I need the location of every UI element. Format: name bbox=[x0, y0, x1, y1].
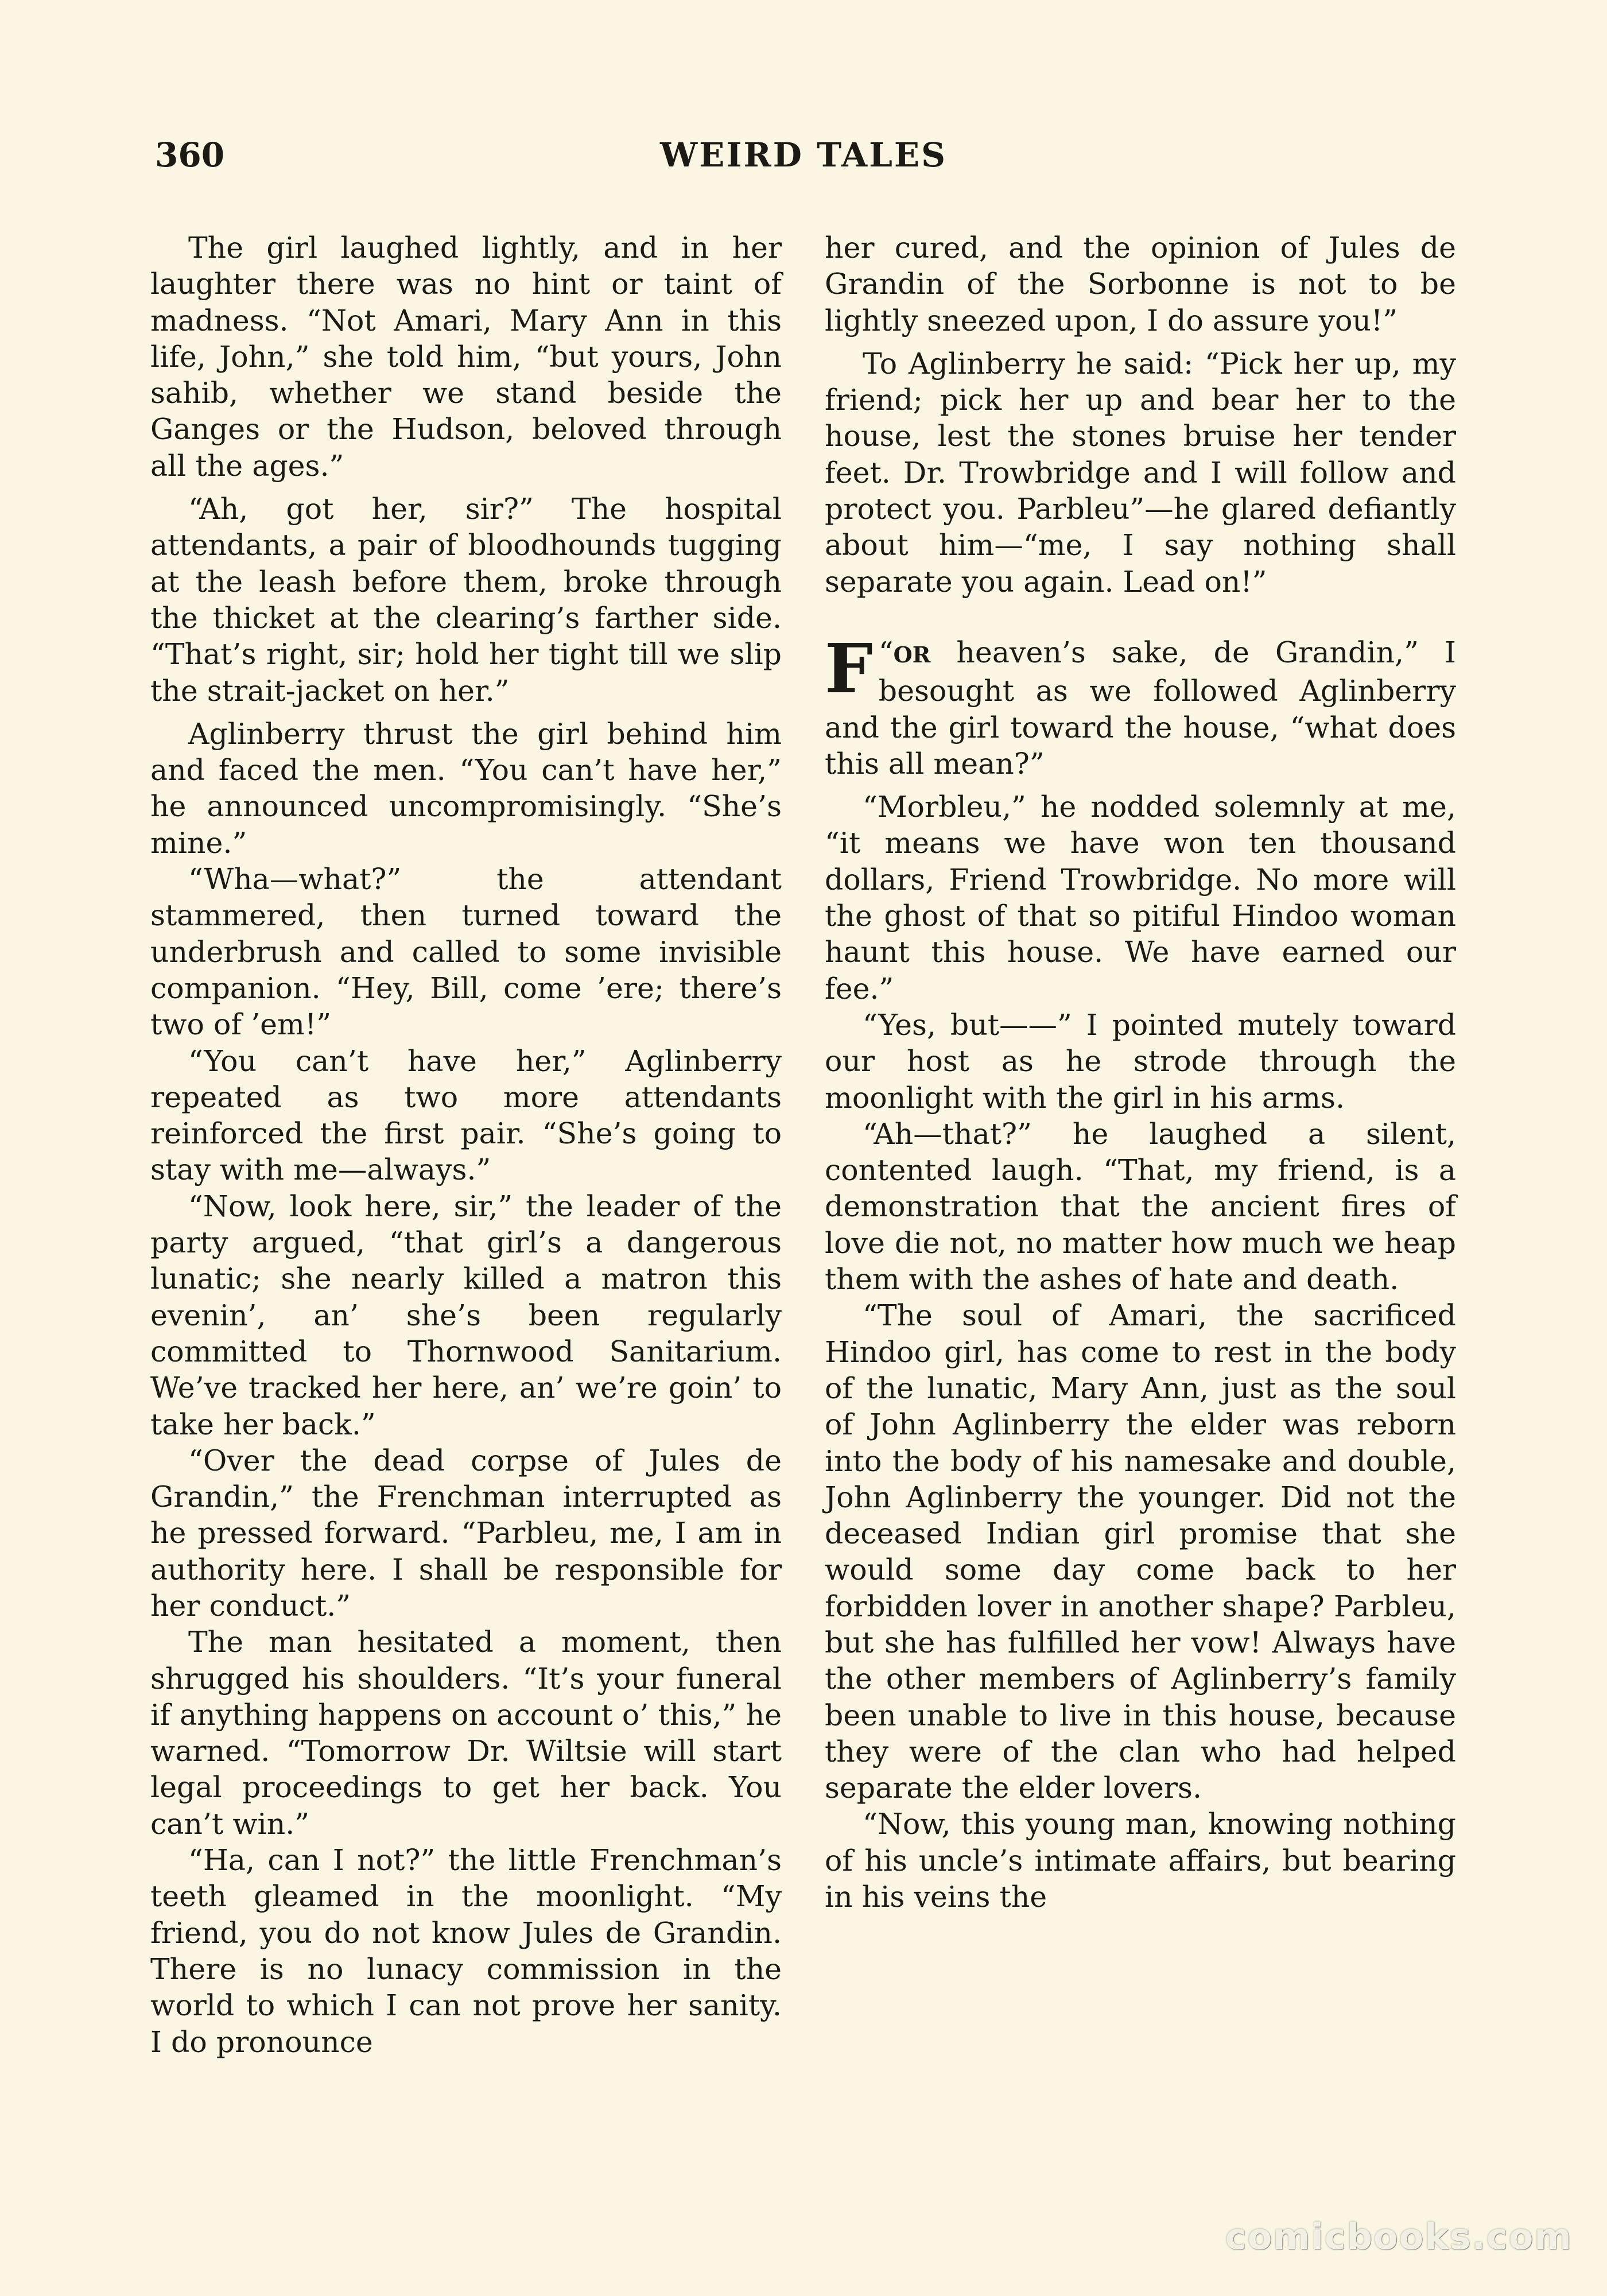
drop-cap: F bbox=[825, 628, 873, 708]
site-watermark: comicbooks.com bbox=[1225, 2216, 1573, 2258]
continued-paragraph: her cured, and the opinion of Jules de Grandin of the Sorbonne is not to be lightly sneezed upon, I do assure you!” bbox=[825, 231, 1456, 338]
paragraph: The girl laughed lightly, and in her laughter there was no hint or taint of madness. “Not Amari, Mary Ann in this life, John,” she told him, “but yours, John sahib, whether we stand beside the Ganges or the Hudson, beloved through all the ages.” bbox=[150, 231, 782, 483]
paragraph: “The soul of Amari, the sacrificed Hindoo girl, has come to rest in the body of the lunatic, Mary Ann, just as the soul of John Aglinberry the elder was reborn into the body of his namesake and double, John Aglinberry the younger. Did not the deceased Indian girl promise that she would some day come back to her forbidden lover in another shape? Parbleu, but she has fulfilled her vow! Always have the other members of Aglinberry’s family been unable to live in this house, because they were of the clan who had helped separate the elder lovers. bbox=[825, 1298, 1456, 1805]
paragraph: “Ha, can I not?” the little Frenchman’s teeth gleamed in the moonlight. “My friend, you do not know Jules de Grandin. There is no lunacy commission in the world to which I can not prove her sanity. I do pronounce bbox=[150, 1843, 782, 2059]
paragraph: “You can’t have her,” Aglinberry repeated as two more attendants reinforced the first pair. “She’s going to stay with me—always.” bbox=[150, 1044, 782, 1187]
paragraph: The man hesitated a moment, then shrugged his shoulders. “It’s your funeral if anything happens on account o’ this,” he warned. “Tomorrow Dr. Wiltsie will start legal proceedings to get her back. You can’t win.” bbox=[150, 1625, 782, 1841]
left-column bbox=[150, 230, 782, 2060]
small-caps-word: OR bbox=[893, 641, 931, 668]
paragraph: “Over the dead corpse of Jules de Grandin,” the Frenchman interrupted as he pressed forward. “Parbleu, me, I am in authority here. I shall be responsible for her conduct.” bbox=[150, 1443, 782, 1623]
paragraph: “Now, this young man, knowing nothing of his uncle’s intimate affairs, but bearing in his veins the bbox=[825, 1807, 1456, 1914]
paragraph: To Aglinberry he said: “Pick her up, my friend; pick her up and bear her to the house, lest the stones bruise her tender feet. Dr. Trowbridge and I will follow and protect you. Parbleu”—he glared defiantly about him—“me, I say nothing shall separate you again. Lead on!” bbox=[825, 346, 1456, 599]
paragraph: Aglinberry thrust the girl behind him and faced the men. “You can’t have her,” he announced uncompromisingly. “She’s mine.” bbox=[150, 716, 782, 860]
section-opening-paragraph bbox=[825, 628, 1456, 782]
section-opening-text: heaven’s sake, de Grandin,” I besought as we followed Aglinberry and the girl toward the house, “what does this all mean?” bbox=[825, 635, 1456, 781]
right-column bbox=[825, 230, 1456, 1915]
paragraph: “Yes, but——” I pointed mutely toward our host as he strode through the moonlight with the girl in his arms. bbox=[825, 1007, 1456, 1115]
opening-quote: “ bbox=[878, 635, 894, 669]
paragraph: “Morbleu,” he nodded solemnly at me, “it means we have won ten thousand dollars, Friend Trowbridge. No more will the ghost of that so pitiful Hindoo woman haunt this house. We have earned our fee.” bbox=[825, 790, 1456, 1006]
paragraph: “Ah—that?” he laughed a silent, contented laugh. “That, my friend, is a demonstration that the ancient fires of love die not, no matter how much we heap them with the ashes of hate and death. bbox=[825, 1116, 1456, 1297]
magazine-title: WEIRD TALES bbox=[659, 135, 948, 174]
paragraph: “Ah, got her, sir?” The hospital attendants, a pair of bloodhounds tugging at the leash before them, broke through the thicket at the clearing’s farther side. “That’s right, sir; hold her tight till we slip the strait-jacket on her.” bbox=[150, 492, 782, 708]
page-number: 360 bbox=[155, 135, 225, 174]
running-header bbox=[155, 135, 1452, 193]
paragraph: “Now, look here, sir,” the leader of the party argued, “that girl’s a dangerous lunatic; she nearly killed a matron this evenin’, an’ she’s been regularly committed to Thornwood Sanitarium. We’ve tracked her here, an’ we’re goin’ to take her back.” bbox=[150, 1189, 782, 1441]
paragraph: “Wha—what?” the attendant stammered, then turned toward the underbrush and called to some invisible companion. “Hey, Bill, come ’ere; there’s two of ’em!” bbox=[150, 862, 782, 1042]
